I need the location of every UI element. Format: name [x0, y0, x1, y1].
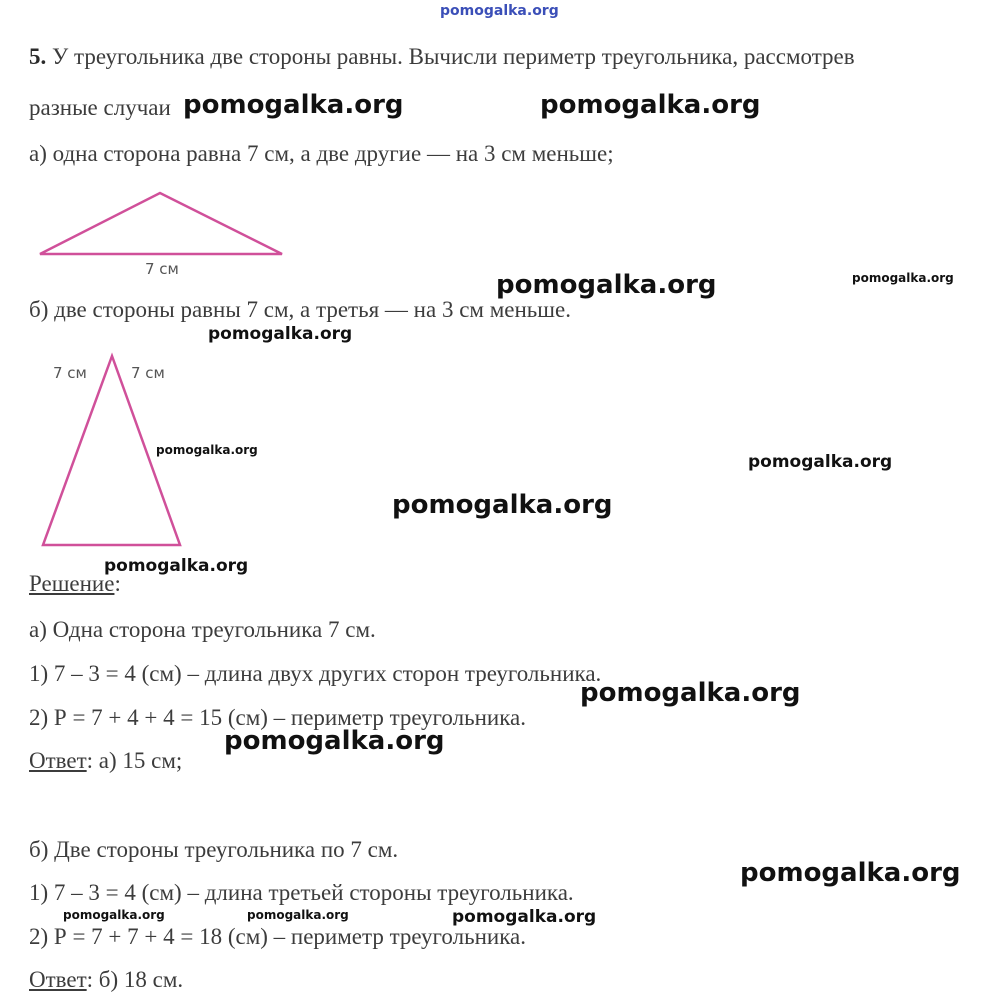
watermark: pomogalka.org — [748, 452, 893, 472]
watermark: pomogalka.org — [540, 90, 761, 120]
watermark: pomogalka.org — [156, 443, 258, 457]
solution-heading-text: Решение — [29, 571, 115, 596]
watermark: pomogalka.org — [63, 908, 165, 922]
watermark: pomogalka.org — [247, 908, 349, 922]
watermark: pomogalka.org — [224, 726, 445, 756]
solution-heading-colon: : — [114, 571, 121, 596]
answer-b-value: : б) 18 см. — [86, 967, 184, 992]
triangle-a — [40, 193, 282, 254]
solution-b-intro: б) Две стороны треугольника по 7 см. — [29, 837, 399, 862]
solution-a-intro: а) Одна сторона треугольника 7 см. — [29, 617, 376, 642]
triangle-b-left-label: 7 см — [53, 364, 87, 382]
watermark: pomogalka.org — [496, 270, 717, 300]
solution-b-answer — [29, 967, 183, 993]
task-case-a: а) одна сторона равна 7 см, а две другие — на 3 см меньше; — [29, 141, 614, 166]
watermark: pomogalka.org — [392, 490, 613, 520]
watermark: pomogalka.org — [183, 90, 404, 120]
solution-a-step-2: 2) Р = 7 + 4 + 4 = 15 (см) – периметр треугольника. — [29, 705, 526, 730]
solution-b-step-2: 2) Р = 7 + 7 + 4 = 18 (см) – периметр треугольника. — [29, 924, 526, 949]
watermark: pomogalka.org — [452, 907, 597, 927]
triangle-b-right-label: 7 см — [131, 364, 165, 382]
answer-label-b: Ответ — [29, 967, 87, 992]
task-case-b: б) две стороны равны 7 см, а третья — на 3 см меньше. — [29, 297, 571, 322]
watermark: pomogalka.org — [852, 271, 954, 285]
solution-a-answer — [29, 748, 182, 774]
answer-a-value: : а) 15 см; — [86, 748, 183, 773]
solution-a-step-1: 1) 7 – 3 = 4 (см) – длина двух других сторон треугольника. — [29, 661, 602, 686]
task-line-2: разные случаи — [29, 95, 171, 120]
task-text-line-1: У треугольника две стороны равны. Вычисли периметр треугольника, рассмотрев — [52, 44, 855, 69]
header-watermark: pomogalka.org — [440, 3, 559, 19]
watermark: pomogalka.org — [208, 324, 353, 344]
answer-label-a: Ответ — [29, 748, 87, 773]
triangle-a-base-label: 7 см — [145, 260, 179, 278]
solution-b-step-1: 1) 7 – 3 = 4 (см) – длина третьей стороны треугольника. — [29, 880, 574, 905]
watermark: pomogalka.org — [104, 556, 249, 576]
watermark: pomogalka.org — [580, 678, 801, 708]
watermark: pomogalka.org — [740, 858, 961, 888]
task-number: 5. — [29, 44, 47, 69]
